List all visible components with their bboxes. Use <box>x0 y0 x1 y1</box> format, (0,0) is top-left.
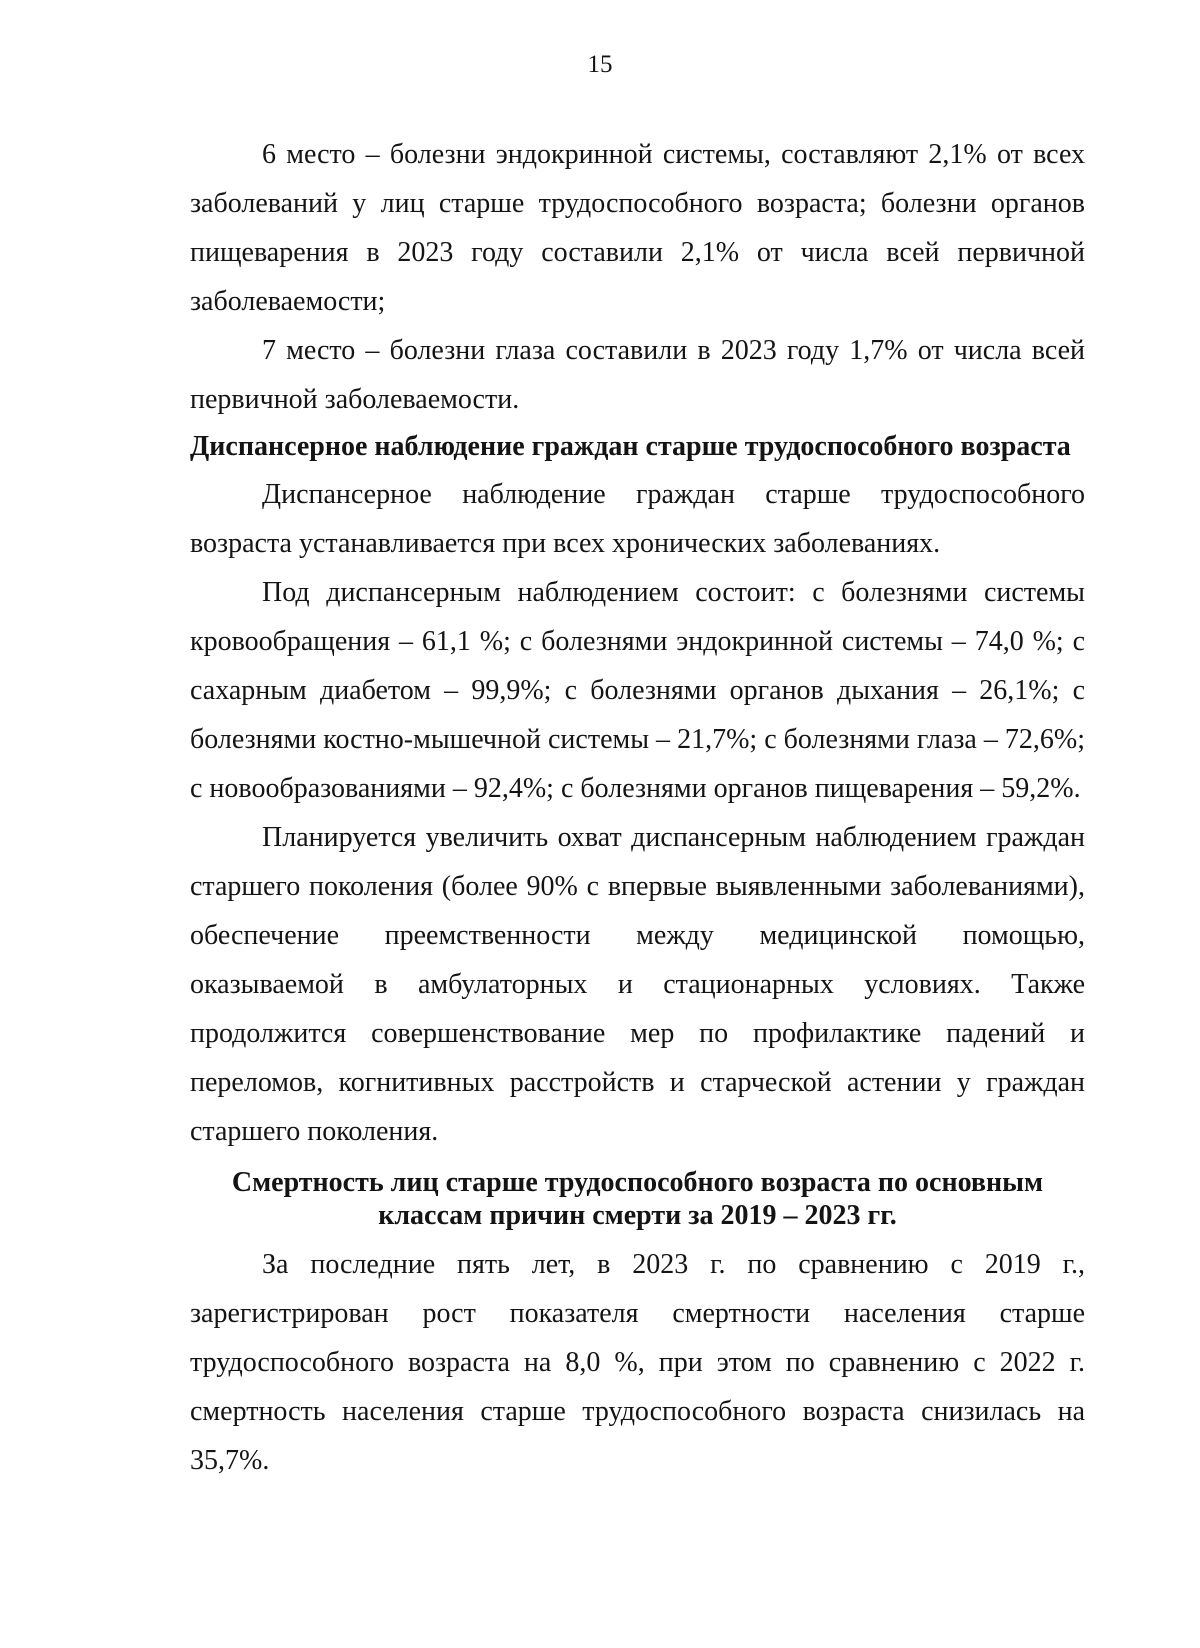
section-heading-mortality-line1: Смертность лиц старше трудоспособного возраста по основным <box>231 1167 1044 1198</box>
section-heading-dispensary: Диспансерное наблюдение граждан старше трудоспособного возраста <box>190 431 1071 462</box>
paragraph-dispensary-plans: Планируется увеличить охват диспансерным наблюдением граждан старшего поколения (более 90% с впервые выявленными заболеваниями), обеспечение преемственности между медицинской помощью, оказываемой в амбулаторных и стационарных условиях. Также продолжится совершенствование мер по профилактике падений и переломов, когнитивных расстройств и старческой астении у граждан старшего поколения. <box>190 822 1085 1147</box>
page-content <box>190 130 1085 1485</box>
paragraph-dispensary-intro: Диспансерное наблюдение граждан старше трудоспособного возраста устанавливается при всех хронических заболеваниях. <box>190 479 1085 559</box>
paragraph-rank-7: 7 место – болезни глаза составили в 2023 году 1,7% от числа всей первичной заболеваемости. <box>190 335 1085 415</box>
paragraph-rank-6: 6 место – болезни эндокринной системы, составляют 2,1% от всех заболеваний у лиц старше трудоспособного возраста; болезни органов пищеварения в 2023 году составили 2,1% от числа всей первичной заболеваемости; <box>190 139 1085 317</box>
paragraph-dispensary-coverage: Под диспансерным наблюдением состоит: с болезнями системы кровообращения – 61,1 %; с болезнями эндокринной системы – 74,0 %; с сахарным диабетом – 99,9%; с болезнями органов дыхания – 26,1%; с болезнями костно-мышечной системы – 21,7%; с болезнями глаза – 72,6%; с новообразованиями – 92,4%; с болезнями органов пищеварения – 59,2%. <box>190 577 1085 804</box>
page-number: 15 <box>587 51 613 78</box>
section-heading-mortality-line2: классам причин смерти за 2019 – 2023 гг. <box>378 1200 897 1231</box>
paragraph-mortality: За последние пять лет, в 2023 г. по сравнению с 2019 г., зарегистрирован рост показателя смертности населения старше трудоспособного возраста на 8,0 %, при этом по сравнению с 2022 г. смертность населения старше трудоспособного возраста снизилась на 35,7%. <box>190 1249 1085 1476</box>
section-heading-mortality <box>190 1166 1085 1232</box>
